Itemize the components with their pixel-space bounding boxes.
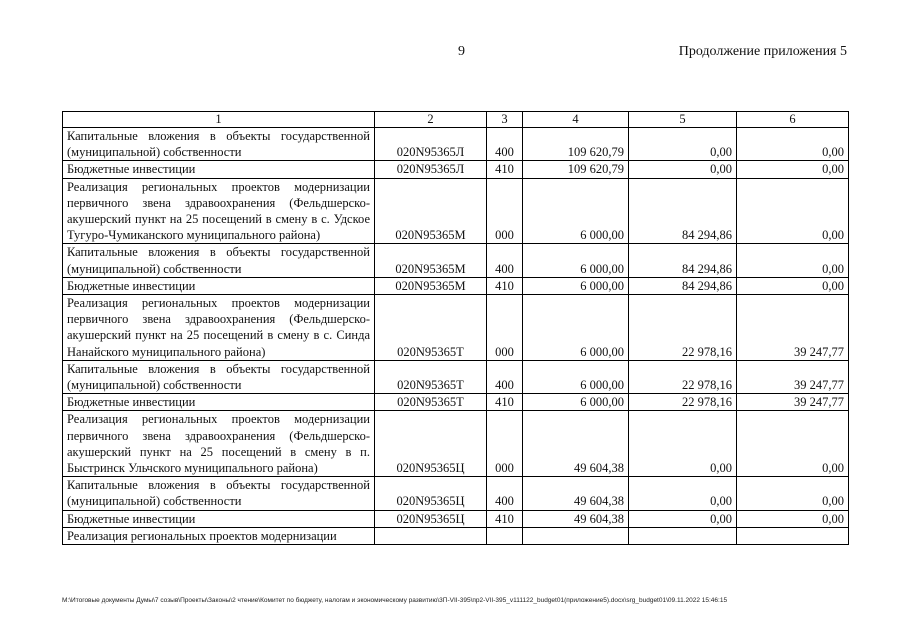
amount-2022-cell: 6 000,00 <box>523 394 629 411</box>
table-row <box>63 277 849 294</box>
row-name-cell: Реализация региональных проектов модернизации первичного звена здравоохранения (Фельдшерско-акушерский пункт на 25 посещений в смену в с. Удское Тугуро-Чумиканского муниципального района) <box>63 178 375 244</box>
amount-2024-cell: 0,00 <box>737 244 849 277</box>
row-name-cell: Капитальные вложения в объекты государственной (муниципальной) собственности <box>63 360 375 393</box>
expense-type-cell: 410 <box>487 510 523 527</box>
amount-2023-cell: 22 978,16 <box>629 360 737 393</box>
target-code-cell: 020N95365Т <box>375 295 487 361</box>
amount-2024-cell: 39 247,77 <box>737 360 849 393</box>
amount-2024-cell: 39 247,77 <box>737 394 849 411</box>
table-row <box>63 178 849 244</box>
expense-type-cell: 000 <box>487 411 523 477</box>
amount-2022-cell <box>523 527 629 544</box>
amount-2023-cell: 84 294,86 <box>629 244 737 277</box>
row-name-cell: Бюджетные инвестиции <box>63 161 375 178</box>
row-name-cell: Бюджетные инвестиции <box>63 394 375 411</box>
amount-2022-cell: 6 000,00 <box>523 178 629 244</box>
amount-2024-cell: 0,00 <box>737 510 849 527</box>
amount-2022-cell: 49 604,38 <box>523 510 629 527</box>
column-header: 3 <box>487 112 523 128</box>
amount-2023-cell: 22 978,16 <box>629 394 737 411</box>
target-code-cell: 020N95365М <box>375 178 487 244</box>
amount-2024-cell: 0,00 <box>737 161 849 178</box>
page-number: 9 <box>458 44 465 59</box>
amount-2022-cell: 6 000,00 <box>523 295 629 361</box>
budget-table-body <box>63 112 849 545</box>
table-row <box>63 161 849 178</box>
table-header-row <box>63 112 849 128</box>
target-code-cell: 020N95365Ц <box>375 411 487 477</box>
target-code-cell: 020N95365Т <box>375 394 487 411</box>
amount-2024-cell: 0,00 <box>737 128 849 161</box>
expense-type-cell <box>487 527 523 544</box>
continuation-title: Продолжение приложения 5 <box>678 44 847 59</box>
table-row <box>63 411 849 477</box>
table-row <box>63 128 849 161</box>
column-header: 2 <box>375 112 487 128</box>
row-name-cell: Реализация региональных проектов модернизации <box>63 527 375 544</box>
amount-2022-cell: 49 604,38 <box>523 411 629 477</box>
amount-2024-cell: 39 247,77 <box>737 295 849 361</box>
expense-type-cell: 400 <box>487 360 523 393</box>
target-code-cell: 020N95365М <box>375 244 487 277</box>
table-row <box>63 295 849 361</box>
amount-2022-cell: 6 000,00 <box>523 360 629 393</box>
row-name-cell: Бюджетные инвестиции <box>63 277 375 294</box>
row-name-cell: Капитальные вложения в объекты государственной (муниципальной) собственности <box>63 477 375 510</box>
amount-2023-cell: 0,00 <box>629 477 737 510</box>
amount-2023-cell: 84 294,86 <box>629 178 737 244</box>
expense-type-cell: 400 <box>487 477 523 510</box>
expense-type-cell: 400 <box>487 128 523 161</box>
column-header: 4 <box>523 112 629 128</box>
table-row <box>63 510 849 527</box>
amount-2023-cell: 84 294,86 <box>629 277 737 294</box>
column-header: 5 <box>629 112 737 128</box>
table-row <box>63 360 849 393</box>
amount-2022-cell: 6 000,00 <box>523 244 629 277</box>
amount-2023-cell: 0,00 <box>629 411 737 477</box>
table-row <box>63 527 849 544</box>
table-row <box>63 394 849 411</box>
amount-2022-cell: 109 620,79 <box>523 128 629 161</box>
document-path-footer: M:\Итоговые документы Думы\7 созыв\Проекты\Законы\2 чтение\Комитет по бюджету, налогам и экономическому развитию\3П-VII-395\пр2-VII-395_v111122_budget01(приложение5).docx\srg_budget01\09.11.2022 15:46:15 <box>62 597 728 604</box>
amount-2023-cell: 0,00 <box>629 128 737 161</box>
table-row <box>63 477 849 510</box>
amount-2023-cell <box>629 527 737 544</box>
row-name-cell: Капитальные вложения в объекты государственной (муниципальной) собственности <box>63 128 375 161</box>
row-name-cell: Реализация региональных проектов модернизации первичного звена здравоохранения (Фельдшерско-акушерский пункт на 25 посещений в смену в п. Быстринск Ульчского муниципального района) <box>63 411 375 477</box>
target-code-cell: 020N95365М <box>375 277 487 294</box>
column-header: 6 <box>737 112 849 128</box>
target-code-cell: 020N95365Ц <box>375 477 487 510</box>
target-code-cell <box>375 527 487 544</box>
amount-2023-cell: 22 978,16 <box>629 295 737 361</box>
amount-2022-cell: 109 620,79 <box>523 161 629 178</box>
target-code-cell: 020N95365Л <box>375 128 487 161</box>
budget-table <box>62 111 849 545</box>
amount-2024-cell: 0,00 <box>737 178 849 244</box>
table-row <box>63 244 849 277</box>
expense-type-cell: 410 <box>487 161 523 178</box>
amount-2023-cell: 0,00 <box>629 510 737 527</box>
amount-2023-cell: 0,00 <box>629 161 737 178</box>
target-code-cell: 020N95365Ц <box>375 510 487 527</box>
target-code-cell: 020N95365Л <box>375 161 487 178</box>
amount-2024-cell: 0,00 <box>737 277 849 294</box>
target-code-cell: 020N95365Т <box>375 360 487 393</box>
expense-type-cell: 000 <box>487 295 523 361</box>
amount-2024-cell: 0,00 <box>737 411 849 477</box>
amount-2024-cell <box>737 527 849 544</box>
row-name-cell: Реализация региональных проектов модернизации первичного звена здравоохранения (Фельдшерско-акушерский пункт на 25 посещений в смену в с. Синда Нанайского муниципального района) <box>63 295 375 361</box>
expense-type-cell: 400 <box>487 244 523 277</box>
amount-2022-cell: 6 000,00 <box>523 277 629 294</box>
row-name-cell: Бюджетные инвестиции <box>63 510 375 527</box>
expense-type-cell: 410 <box>487 394 523 411</box>
row-name-cell: Капитальные вложения в объекты государственной (муниципальной) собственности <box>63 244 375 277</box>
amount-2024-cell: 0,00 <box>737 477 849 510</box>
column-header: 1 <box>63 112 375 128</box>
amount-2022-cell: 49 604,38 <box>523 477 629 510</box>
expense-type-cell: 000 <box>487 178 523 244</box>
expense-type-cell: 410 <box>487 277 523 294</box>
